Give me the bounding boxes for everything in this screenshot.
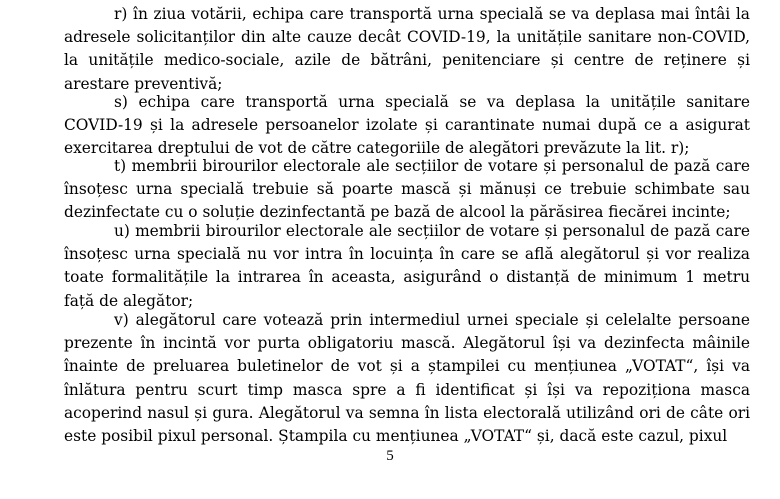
- paragraph-u: u) membrii birourilor electorale ale secțiilor de votare și personalul de pază care însoțesc urna specială nu vor intra în locuința în care se află alegătorul și vor realiza toate formalitățile la intrarea în aceasta, asigurând o distanță de minimum 1 metru față de alegător;: [64, 222, 750, 310]
- paragraph-r: r) în ziua votării, echipa care transportă urna specială se va deplasa mai întâi la adresele solicitanților din alte cauze decât COVID-19, la unitățile sanitare non-COVID, la unitățile medico-sociale, azile de bătrâni, penitenciare și centre de reținere și arestare preventivă;: [64, 5, 750, 93]
- page-number: 5: [386, 448, 394, 464]
- paragraph-v: v) alegătorul care votează prin intermediul urnei speciale și celelalte persoane prezente în incintă vor purta obligatoriu mască. Alegătorul își va dezinfecta mâinile înainte de preluarea buletinelor de vot și a ștampilei cu mențiunea „VOTAT“, își va înlătura pentru scurt timp masca spre a fi identificat și își va repoziționa masca acoperind nasul și gura. Alegătorul va semna în lista electorală utilizând ori de câte ori este posibil pixul personal. Ștampila cu mențiunea „VOTAT“ și, dacă este cazul, pixul: [64, 311, 750, 446]
- paragraph-s: s) echipa care transportă urna specială se va deplasa la unitățile sanitare COVID-19 și la adresele persoanelor izolate și carantinate numai după ce a asigurat exercitarea dreptului de vot de către categoriile de alegători prevăzute la lit. r);: [64, 93, 750, 158]
- paragraph-t: t) membrii birourilor electorale ale secțiilor de votare și personalul de pază care însoțesc urna specială trebuie să poarte mască și mănuși ce trebuie schimbate sau dezinfectate cu o soluție dezinfectantă pe bază de alcool la părăsirea fiecărei incinte;: [64, 157, 750, 222]
